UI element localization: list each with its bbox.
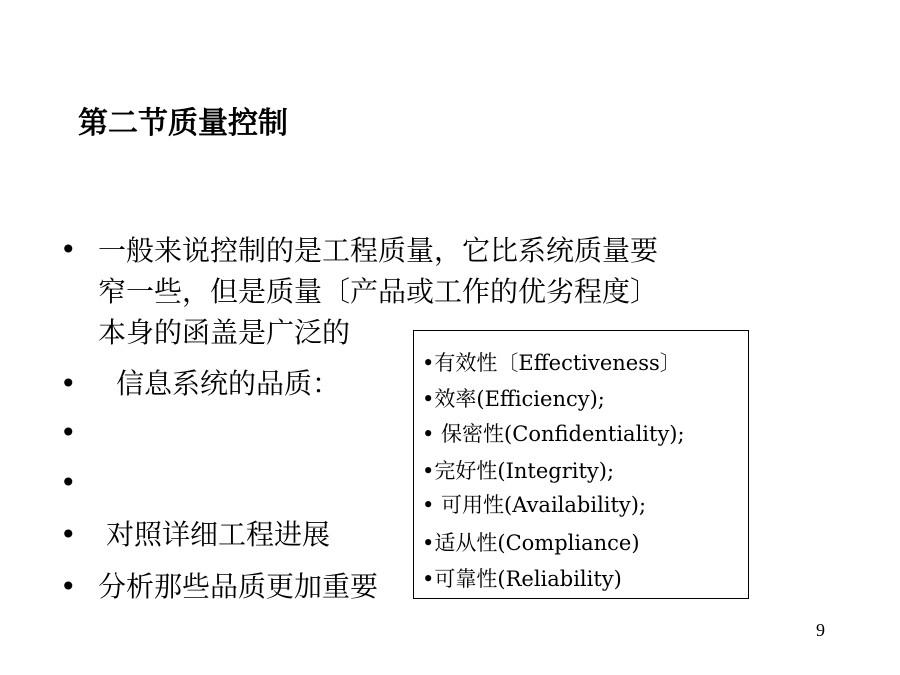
bullet-symbol: •	[60, 233, 77, 266]
quality-item: •有效性〔Effectiveness〕	[422, 351, 681, 375]
page-number: 9	[816, 620, 825, 640]
bullet-symbol: •	[60, 518, 77, 551]
bullet-text-line: 本身的函盖是广泛的	[98, 316, 351, 349]
quality-item: •效率(Efficiency);	[422, 387, 605, 411]
bullet-text: 分析那些品质更加重要	[98, 570, 379, 603]
bullet-text: 信息系统的品质：	[116, 367, 341, 400]
bullet-symbol: •	[60, 466, 77, 499]
page-title: 第二节质量控制	[78, 106, 288, 141]
bullet-text: 对照详细工程进展	[106, 518, 331, 551]
quality-item: • 保密性(Confidentiality);	[422, 422, 685, 446]
quality-item: •完好性(Integrity);	[422, 459, 615, 483]
bullet-symbol: •	[60, 367, 77, 400]
bullet-text-line: 窄一些，但是质量〔产品或工作的优劣程度〕	[98, 275, 659, 308]
quality-item: •可靠性(Reliability)	[422, 567, 622, 591]
bullet-symbol: •	[60, 570, 77, 603]
quality-item: •适从性(Compliance)	[422, 531, 640, 555]
qualities-box	[413, 330, 749, 599]
quality-item: • 可用性(Availability);	[422, 493, 647, 517]
bullet-text-line: 一般来说控制的是工程质量，它比系统质量要	[98, 234, 659, 267]
bullet-symbol: •	[60, 416, 77, 449]
